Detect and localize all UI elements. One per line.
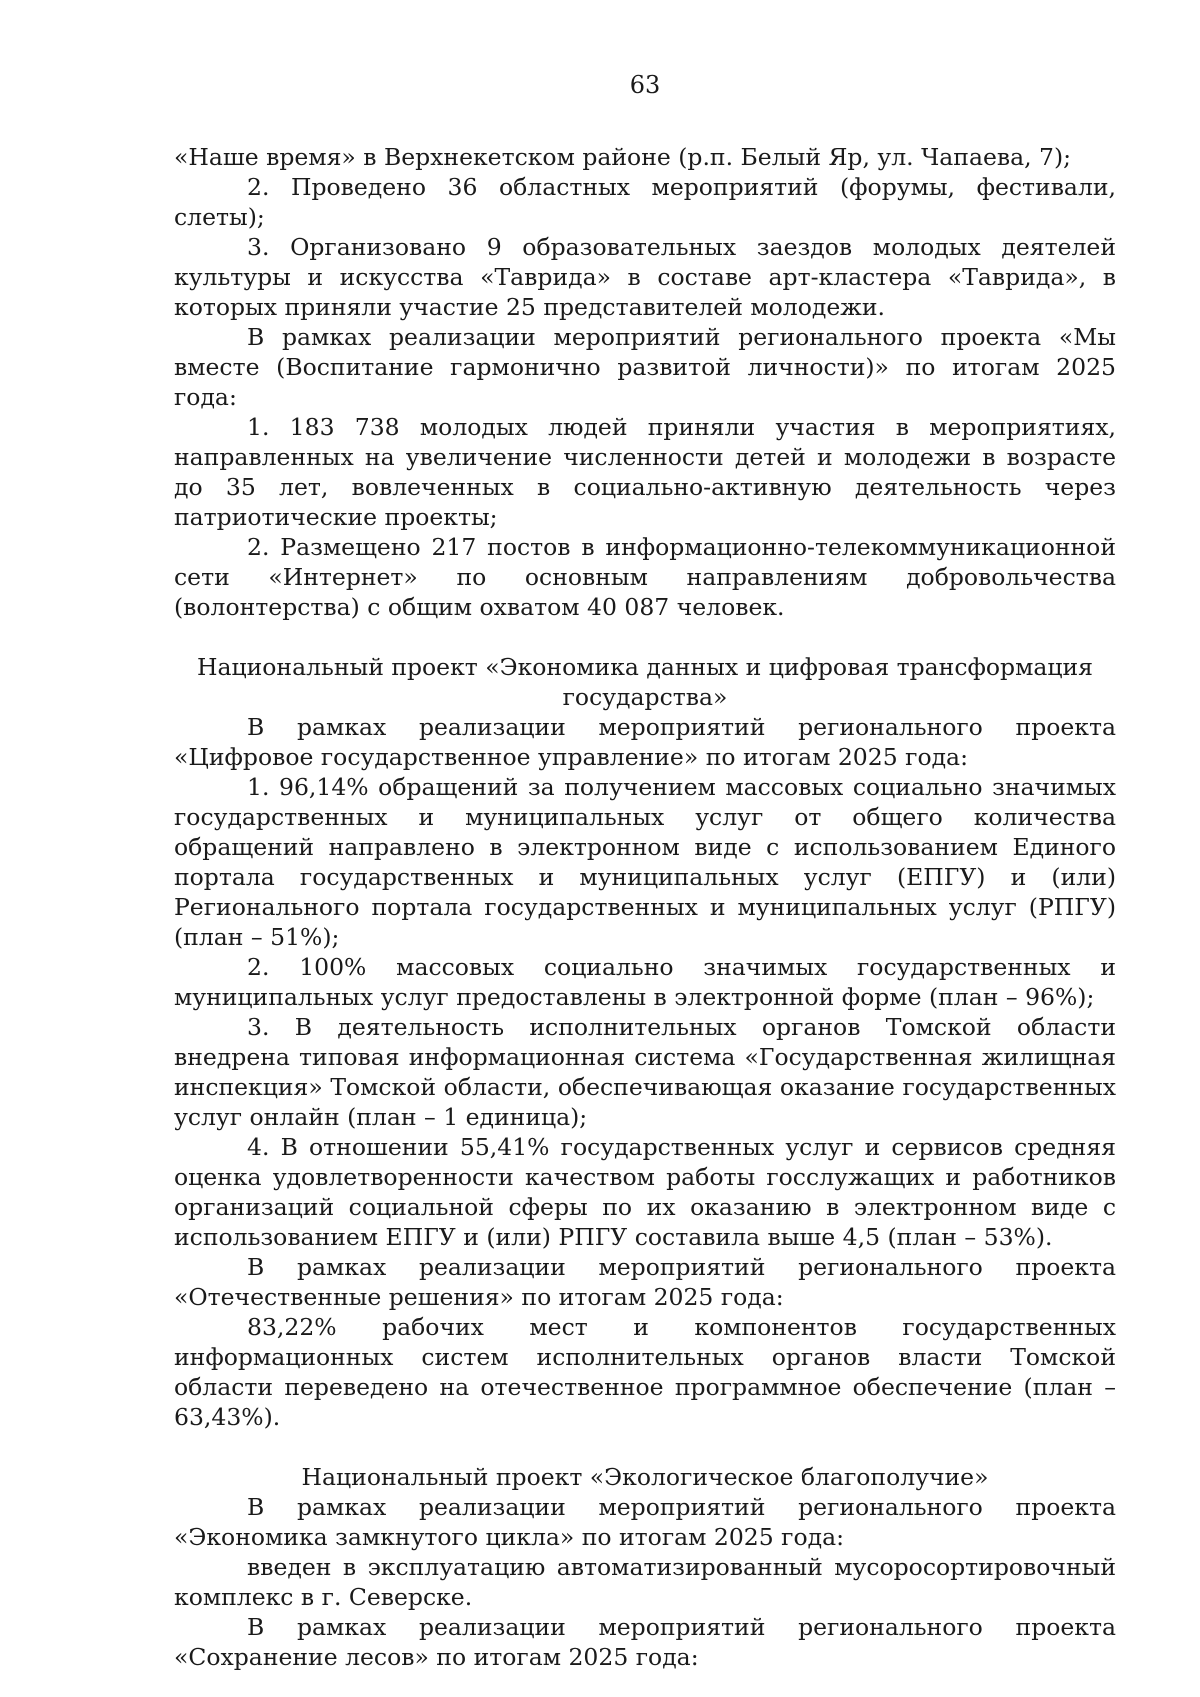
paragraph-item-4-satisfaction: 4. В отношении 55,41% государственных услуг и сервисов средняя оценка удовлетворенности качеством работы госслужащих и работников организаций социальной сферы по их оказанию в электронном виде с использованием ЕПГУ и (или) РПГУ составила выше 4,5 (план – 53%). (174, 1133, 1116, 1251)
paragraph-continuation: «Наше время» в Верхнекетском районе (р.п. Белый Яр, ул. Чапаева, 7); (174, 143, 1072, 171)
paragraph-project-circular-economy: В рамках реализации мероприятий регионального проекта «Экономика замкнутого цикла» по итогам 2025 года: (174, 1493, 1116, 1551)
paragraph-item-2-services: 2. 100% массовых социально значимых государственных и муниципальных услуг предоставлены в электронной форме (план – 96%); (174, 953, 1116, 1011)
paragraph-sorting-complex: введен в эксплуатацию автоматизированный мусоросортировочный комплекс в г. Северске. (174, 1553, 1116, 1611)
section-heading-digital-economy: Национальный проект «Экономика данных и цифровая трансформация государства» (197, 653, 1093, 711)
section-gap (174, 1432, 1116, 1462)
paragraph-item-1-youth: 1. 183 738 молодых людей приняли участия в мероприятиях, направленных на увеличение численности детей и молодежи в возрасте до 35 лет, вовлеченных в социально-активную деятельность через патриотические проекты; (174, 413, 1116, 531)
section-heading-ecology: Национальный проект «Экологическое благополучие» (301, 1463, 989, 1491)
paragraph-item-2-posts: 2. Размещено 217 постов в информационно-телекоммуникационной сети «Интернет» по основным направлениям добровольчества (волонтерства) с общим охватом 40 087 человек. (174, 533, 1116, 621)
paragraph-workplaces: 83,22% рабочих мест и компонентов государственных информационных систем исполнительных органов власти Томской области переведено на отечественное программное обеспечение (план – 63,43%). (174, 1313, 1116, 1431)
paragraph-item-3: 3. Организовано 9 образовательных заездов молодых деятелей культуры и искусства «Таврида» в составе арт-кластера «Таврида», в которых приняли участие 25 представителей молодежи. (174, 233, 1116, 321)
paragraph-project-digital-governance: В рамках реализации мероприятий регионального проекта «Цифровое государственное управление» по итогам 2025 года: (174, 713, 1116, 771)
paragraph-item-1-requests: 1. 96,14% обращений за получением массовых социально значимых государственных и муниципальных услуг от общего количества обращений направлено в электронном виде с использованием Единого портала государственных и муниципальных услуг (ЕПГУ) и (или) Регионального портала государственных и муниципальных услуг (РПГУ) (план – 51%); (174, 773, 1116, 951)
section-gap (174, 622, 1116, 652)
paragraph-item-2: 2. Проведено 36 областных мероприятий (форумы, фестивали, слеты); (174, 173, 1116, 231)
page-number: 63 (629, 71, 661, 99)
paragraph-item-3-inspection: 3. В деятельность исполнительных органов Томской области внедрена типовая информационная система «Государственная жилищная инспекция» Томской области, обеспечивающая оказание государственных услуг онлайн (план – 1 единица); (174, 1013, 1116, 1131)
paragraph-project-forests: В рамках реализации мероприятий регионального проекта «Сохранение лесов» по итогам 2025 года: (174, 1613, 1116, 1671)
paragraph-project-domestic-solutions: В рамках реализации мероприятий регионального проекта «Отечественные решения» по итогам 2025 года: (174, 1253, 1116, 1311)
document-body (174, 142, 1116, 1672)
paragraph-project-my-vmeste: В рамках реализации мероприятий регионального проекта «Мы вместе (Воспитание гармонично развитой личности)» по итогам 2025 года: (174, 323, 1116, 411)
